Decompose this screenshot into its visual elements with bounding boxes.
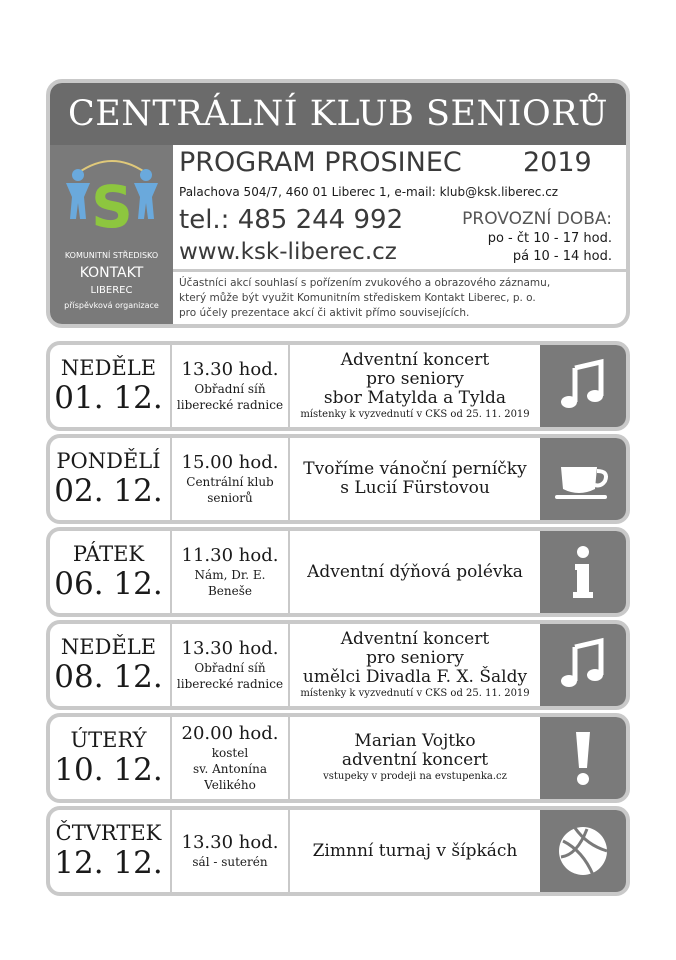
- event-time: 11.30 hod.: [181, 545, 279, 566]
- event-title: Adventní koncert: [340, 628, 490, 649]
- logo-line-4: příspěvková organizace: [64, 301, 159, 310]
- event-place: Nám, Dr. E.: [194, 568, 266, 582]
- event-row: [46, 806, 630, 896]
- ball-icon: [540, 810, 626, 892]
- event-date: 08. 12.: [54, 659, 163, 695]
- hours-label: PROVOZNÍ DOBA:: [462, 209, 612, 229]
- event-title: sbor Matylda a Tylda: [323, 387, 507, 408]
- event-place: sál - suterén: [192, 855, 268, 869]
- event-time: 20.00 hod.: [181, 723, 279, 744]
- logo-panel: [50, 145, 173, 328]
- event-time: 13.30 hod.: [181, 832, 279, 853]
- event-title: s Lucií Fürstovou: [340, 478, 490, 498]
- event-title: umělci Divadla F. X. Šaldy: [302, 666, 528, 687]
- event-place: Obřadní síň: [194, 661, 266, 675]
- event-day: ČTVRTEK: [55, 821, 162, 845]
- event-time: 13.30 hod.: [181, 638, 279, 659]
- event-date: 12. 12.: [54, 845, 163, 881]
- exclamation-icon: [540, 717, 626, 799]
- event-date: 06. 12.: [54, 566, 163, 602]
- event-title: Adventní koncert: [340, 349, 490, 370]
- consent-line-1: Účastníci akcí souhlasí s pořízením zvukového a obrazového záznamu,: [179, 277, 551, 289]
- hours-fri: pá 10 - 14 hod.: [512, 249, 612, 264]
- page-title: CENTRÁLNÍ KLUB SENIORŮ: [50, 83, 626, 145]
- event-place: kostel: [211, 746, 249, 760]
- phone-line: tel.: 485 244 992: [179, 205, 404, 235]
- ksk-logo: [58, 153, 166, 243]
- event-note: místenky k vyzvednutí v CKS od 25. 11. 2019: [300, 408, 530, 420]
- event-title: Tvoříme vánoční perníčky: [303, 459, 527, 479]
- program-heading: PROGRAM PROSINEC: [179, 147, 462, 178]
- event-row: [46, 620, 630, 710]
- hours-mon-thu: po - čt 10 - 17 hod.: [487, 231, 612, 246]
- logo-line-1: KOMUNITNÍ STŘEDISKO: [64, 251, 159, 260]
- music-note-icon: [540, 624, 626, 706]
- event-note: místenky k vyzvednutí v CKS od 25. 11. 2019: [300, 687, 530, 699]
- event-place: Velikého: [204, 778, 256, 792]
- event-time: 13.30 hod.: [181, 359, 279, 380]
- coffee-cup-icon: [540, 438, 626, 520]
- event-row: [46, 713, 630, 803]
- event-day: PONDĚLÍ: [56, 449, 161, 473]
- event-title: Marian Vojtko: [354, 731, 476, 751]
- event-title: Zimnní turnaj v šípkách: [312, 840, 518, 861]
- web-link[interactable]: www.ksk-liberec.cz: [179, 239, 397, 265]
- event-date: 02. 12.: [54, 473, 163, 509]
- info-icon: [540, 531, 626, 613]
- event-place: sv. Antonína: [192, 762, 268, 776]
- event-place: Beneše: [207, 584, 252, 598]
- info-panel: [173, 145, 626, 328]
- event-place: liberecké radnice: [176, 398, 284, 412]
- event-title: pro seniory: [366, 368, 464, 389]
- svg-text:S: S: [91, 173, 133, 241]
- event-day: NEDĚLE: [60, 356, 157, 380]
- event-time: 15.00 hod.: [181, 452, 279, 473]
- logo-line-3: LIBEREC: [90, 285, 133, 296]
- event-place: Centrální klub: [186, 475, 274, 489]
- event-title: Adventní dýňová polévka: [307, 561, 523, 582]
- event-row: [46, 434, 630, 524]
- event-day: PÁTEK: [72, 542, 145, 566]
- divider: [173, 269, 626, 272]
- event-note: vstupeky v prodeji na evstupenka.cz: [323, 771, 507, 782]
- event-title: adventní koncert: [341, 750, 489, 770]
- event-place: liberecké radnice: [176, 677, 284, 691]
- header-box: [46, 79, 630, 328]
- event-row: [46, 341, 630, 431]
- event-day: NEDĚLE: [60, 635, 157, 659]
- event-place: seniorů: [207, 491, 253, 505]
- event-row: [46, 527, 630, 617]
- consent-line-3: pro účely prezentace akcí či aktivit přímo souvisejících.: [179, 307, 470, 319]
- event-day: ÚTERÝ: [70, 728, 147, 752]
- logo-line-2: KONTAKT: [79, 265, 144, 281]
- program-year: 2019: [523, 147, 592, 178]
- music-note-icon: [540, 345, 626, 427]
- event-title: pro seniory: [366, 647, 464, 668]
- event-date: 10. 12.: [54, 752, 163, 788]
- address-line: Palachova 504/7, 460 01 Liberec 1, e-mail: klub@ksk.liberec.cz: [179, 185, 559, 199]
- event-date: 01. 12.: [54, 380, 163, 416]
- consent-line-2: který může být využit Komunitním střediskem Kontakt Liberec, p. o.: [179, 292, 536, 304]
- event-place: Obřadní síň: [194, 382, 266, 396]
